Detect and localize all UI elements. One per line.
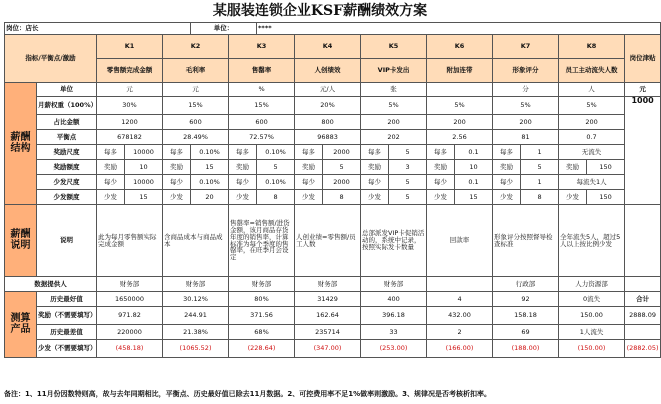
scale-value: 10000 xyxy=(125,175,163,190)
amount-word: 少发 xyxy=(493,190,521,205)
amount-word: 少发 xyxy=(427,190,455,205)
explain-text: 此为每月零售额实际完成金额 xyxy=(97,205,163,277)
amount-cell: 600 xyxy=(163,115,229,130)
amount-value: 8 xyxy=(521,190,559,205)
scale-value: 0.10% xyxy=(191,175,229,190)
amount-cell: 200 xyxy=(427,115,493,130)
amount-value: 150 xyxy=(587,190,625,205)
row-label: 占比金额 xyxy=(37,115,97,130)
kpi-code: K6 xyxy=(427,35,493,59)
scale-word: 每多 xyxy=(493,145,521,160)
row-label: 历史最差值 xyxy=(37,325,97,340)
row-label: 少发额度 xyxy=(37,190,97,205)
kpi-code: K2 xyxy=(163,35,229,59)
amount-value: 5 xyxy=(257,160,295,175)
balance-cell: 72.57% xyxy=(229,130,295,145)
total-label: 合计 xyxy=(625,292,661,307)
explain-text: 人创业绩=零售额/员工人数 xyxy=(295,205,361,277)
worst-cell: 2 xyxy=(427,325,493,340)
scale-word: 每多 xyxy=(97,145,125,160)
blank-cell xyxy=(625,205,661,277)
scale-value: 1 xyxy=(521,145,559,160)
deduct-total: (2882.05) xyxy=(625,340,661,358)
amount-cell: 200 xyxy=(493,115,559,130)
amount-value: 15 xyxy=(455,190,493,205)
deduct-cell: (458.18) xyxy=(97,340,163,358)
balance-cell: 81 xyxy=(493,130,559,145)
amount-value: 10 xyxy=(455,160,493,175)
allowance-amount: 1000 xyxy=(625,97,661,205)
bonus-cell: 244.91 xyxy=(163,307,229,325)
best-cell: 80% xyxy=(229,292,295,307)
amount-word: 奖励 xyxy=(427,160,455,175)
row-label: 平衡点 xyxy=(37,130,97,145)
row-label: 数据提供人 xyxy=(5,277,97,292)
kpi-code: K7 xyxy=(493,35,559,59)
scale-word: 每少 xyxy=(229,175,257,190)
corner-header: 指标/平衡点/激励 xyxy=(5,35,97,83)
amount-word: 少发 xyxy=(229,190,257,205)
amount-value: 3 xyxy=(389,160,427,175)
row-label: 历史最好值 xyxy=(37,292,97,307)
unit-cell: 人 xyxy=(559,83,625,97)
provider-cell: 人力资源部 xyxy=(559,277,625,292)
unit-cell: 元/人 xyxy=(295,83,361,97)
worst-cell: 1人流失 xyxy=(559,325,625,340)
scale-value: 5 xyxy=(389,145,427,160)
ksf-table xyxy=(4,22,661,358)
section-salary-structure: 薪酬结构 xyxy=(5,83,37,205)
amount-word: 少发 xyxy=(163,190,191,205)
scale-word: 每多 xyxy=(427,145,455,160)
footnote: 备注：1、11月份因数特则高，故与去年同期相比，平衡点、历史最好值已除去11月数据。2、可控费用率不足1%做率则激励。3、规律况是否考核析扣率。 xyxy=(4,390,491,398)
amount-word: 奖励 xyxy=(295,160,323,175)
best-cell: 4 xyxy=(427,292,493,307)
amount-word: 奖励 xyxy=(97,160,125,175)
bonus-cell: 371.56 xyxy=(229,307,295,325)
bonus-cell: 396.18 xyxy=(361,307,427,325)
amount-value: 15 xyxy=(191,160,229,175)
row-label: 奖励尺度 xyxy=(37,145,97,160)
kpi-name: 零售额完成金额 xyxy=(97,59,163,83)
row-label: 少发（不需要填写） xyxy=(37,340,97,358)
unit-cell: % xyxy=(229,83,295,97)
scale-value: 1 xyxy=(521,175,559,190)
deduct-cell: (228.64) xyxy=(229,340,295,358)
worst-cell: 69 xyxy=(493,325,559,340)
row-label: 奖励额度 xyxy=(37,160,97,175)
amount-value: 5 xyxy=(323,160,361,175)
provider-cell: 财务部 xyxy=(163,277,229,292)
deduct-cell: (188.00) xyxy=(493,340,559,358)
provider-cell: 财务部 xyxy=(97,277,163,292)
weight-cell: 20% xyxy=(295,97,361,115)
explain-text: 总部派发VIP卡促销活动的，系统中记录，按照实际发卡数量 xyxy=(361,205,427,277)
amount-word: 少发 xyxy=(559,190,587,205)
amount-value: 150 xyxy=(587,160,625,175)
best-cell: 31429 xyxy=(295,292,361,307)
kpi-code: K5 xyxy=(361,35,427,59)
amount-cell: 600 xyxy=(229,115,295,130)
explain-text: 售罄率=销售额/进货金额，该月商品存货年度的销售率，计算标准为每个季度的售罄率，在旺季月会设定 xyxy=(229,205,295,277)
deduct-cell: (166.00) xyxy=(427,340,493,358)
amount-word: 少发 xyxy=(97,190,125,205)
scale-value: 5 xyxy=(389,175,427,190)
weight-cell: 5% xyxy=(559,97,625,115)
document-title: 某服装连锁企业KSF薪酬绩效方案 xyxy=(212,3,428,19)
bonus-cell: 158.18 xyxy=(493,307,559,325)
amount-cell: 200 xyxy=(559,115,625,130)
weight-cell: 15% xyxy=(163,97,229,115)
deduct-cell: (253.00) xyxy=(361,340,427,358)
scale-word: 每少 xyxy=(97,175,125,190)
kpi-code: K4 xyxy=(295,35,361,59)
scale-word: 每多 xyxy=(361,145,389,160)
best-cell: 400 xyxy=(361,292,427,307)
row-label: 说明 xyxy=(37,205,97,277)
kpi-name: 形象评分 xyxy=(493,59,559,83)
amount-value: 5 xyxy=(521,160,559,175)
provider-cell: 财务部 xyxy=(361,277,427,292)
bonus-cell: 150.00 xyxy=(559,307,625,325)
explain-text: 回款率 xyxy=(427,205,493,277)
balance-cell: 678182 xyxy=(97,130,163,145)
kpi-code: K8 xyxy=(559,35,625,59)
best-cell: 92 xyxy=(493,292,559,307)
amount-cell: 1200 xyxy=(97,115,163,130)
weight-cell: 5% xyxy=(493,97,559,115)
amount-value: 10 xyxy=(125,160,163,175)
weight-cell: 5% xyxy=(427,97,493,115)
amount-word: 少发 xyxy=(295,190,323,205)
scale-value: 0.1 xyxy=(455,145,493,160)
kpi-name: VIP卡发出 xyxy=(361,59,427,83)
scale-value: 0.10% xyxy=(257,145,295,160)
kpi-code: K3 xyxy=(229,35,295,59)
amount-value: 8 xyxy=(257,190,295,205)
amount-word: 奖励 xyxy=(559,160,587,175)
kpi-name: 人创绩效 xyxy=(295,59,361,83)
scale-word: 无流失 xyxy=(559,145,625,160)
kpi-code: K1 xyxy=(97,35,163,59)
bonus-cell: 971.82 xyxy=(97,307,163,325)
best-cell: 0流失 xyxy=(559,292,625,307)
scale-word: 每少 xyxy=(493,175,521,190)
amount-word: 奖励 xyxy=(163,160,191,175)
balance-cell: 0.7 xyxy=(559,130,625,145)
row-label: 单位 xyxy=(37,83,97,97)
best-cell: 1650000 xyxy=(97,292,163,307)
deduct-cell: (150.00) xyxy=(559,340,625,358)
explain-text: 形象评分按照督导检查标准 xyxy=(493,205,559,277)
best-cell: 30.12% xyxy=(163,292,229,307)
provider-cell: 财务部 xyxy=(295,277,361,292)
worst-cell: 68% xyxy=(229,325,295,340)
scale-value: 0.10% xyxy=(257,175,295,190)
scale-word: 每多 xyxy=(229,145,257,160)
unit-cell: 张 xyxy=(361,83,427,97)
scale-value: 2000 xyxy=(323,175,361,190)
provider-cell: 财务部 xyxy=(229,277,295,292)
scale-word: 每少 xyxy=(295,175,323,190)
balance-cell: 28.49% xyxy=(163,130,229,145)
balance-cell: 96883 xyxy=(295,130,361,145)
section-salary-explanation: 薪酬说明 xyxy=(5,205,37,277)
unit-cell xyxy=(427,83,493,97)
deduct-cell: (347.00) xyxy=(295,340,361,358)
amount-value: 15 xyxy=(125,190,163,205)
row-label: 少发尺度 xyxy=(37,175,97,190)
kpi-name: 员工主动流失人数 xyxy=(559,59,625,83)
worst-cell: 33 xyxy=(361,325,427,340)
amount-cell: 200 xyxy=(361,115,427,130)
bonus-cell: 432.00 xyxy=(427,307,493,325)
scale-value: 0.10% xyxy=(191,145,229,160)
amount-value: 5 xyxy=(389,190,427,205)
blank-cell xyxy=(625,277,661,292)
unit-cell: 分 xyxy=(493,83,559,97)
worst-cell: 21.38% xyxy=(163,325,229,340)
section-forecast: 测算产品 xyxy=(5,292,37,358)
scale-word: 每少 xyxy=(361,175,389,190)
amount-word: 奖励 xyxy=(493,160,521,175)
weight-cell: 30% xyxy=(97,97,163,115)
amount-word: 奖励 xyxy=(361,160,389,175)
scale-word: 每多 xyxy=(295,145,323,160)
scale-value: 10000 xyxy=(125,145,163,160)
kpi-name: 附加连带 xyxy=(427,59,493,83)
scale-word: 每少 xyxy=(163,175,191,190)
balance-cell: 202 xyxy=(361,130,427,145)
weight-cell: 5% xyxy=(361,97,427,115)
scale-word: 每多 xyxy=(163,145,191,160)
scale-word: 每少 xyxy=(427,175,455,190)
row-label: 奖励（不需要填写） xyxy=(37,307,97,325)
amount-value: 20 xyxy=(191,190,229,205)
provider-cell xyxy=(427,277,493,292)
deduct-cell: (1065.52) xyxy=(163,340,229,358)
provider-cell: 行政部 xyxy=(493,277,559,292)
kpi-name: 售罄率 xyxy=(229,59,295,83)
amount-word: 奖励 xyxy=(229,160,257,175)
unit-cell: 元 xyxy=(97,83,163,97)
unit-value: **** xyxy=(257,23,661,35)
amount-word: 少发 xyxy=(361,190,389,205)
allowance-header: 岗位津贴 xyxy=(625,35,661,83)
amount-value: 8 xyxy=(323,190,361,205)
post-label: 岗位：店长 xyxy=(5,23,191,35)
explain-text: 全年流失5人，超过5人以上按比例少发 xyxy=(559,205,625,277)
row-label: 月薪权重（100%） xyxy=(37,97,97,115)
bonus-cell: 162.64 xyxy=(295,307,361,325)
unit-label: 单位： xyxy=(191,23,257,35)
worst-cell: 220000 xyxy=(97,325,163,340)
bonus-total: 2888.09 xyxy=(625,307,661,325)
weight-cell: 15% xyxy=(229,97,295,115)
kpi-name: 毛利率 xyxy=(163,59,229,83)
scale-value: 0.1 xyxy=(455,175,493,190)
worst-cell: 235714 xyxy=(295,325,361,340)
scale-value: 2000 xyxy=(323,145,361,160)
explain-text: 含商品成本与商品成本 xyxy=(163,205,229,277)
balance-cell: 2.56 xyxy=(427,130,493,145)
unit-cell: 元 xyxy=(163,83,229,97)
amount-cell: 800 xyxy=(295,115,361,130)
allowance-unit: 元 xyxy=(625,83,661,97)
blank-cell xyxy=(625,325,661,340)
scale-word: 每流失1人 xyxy=(559,175,625,190)
